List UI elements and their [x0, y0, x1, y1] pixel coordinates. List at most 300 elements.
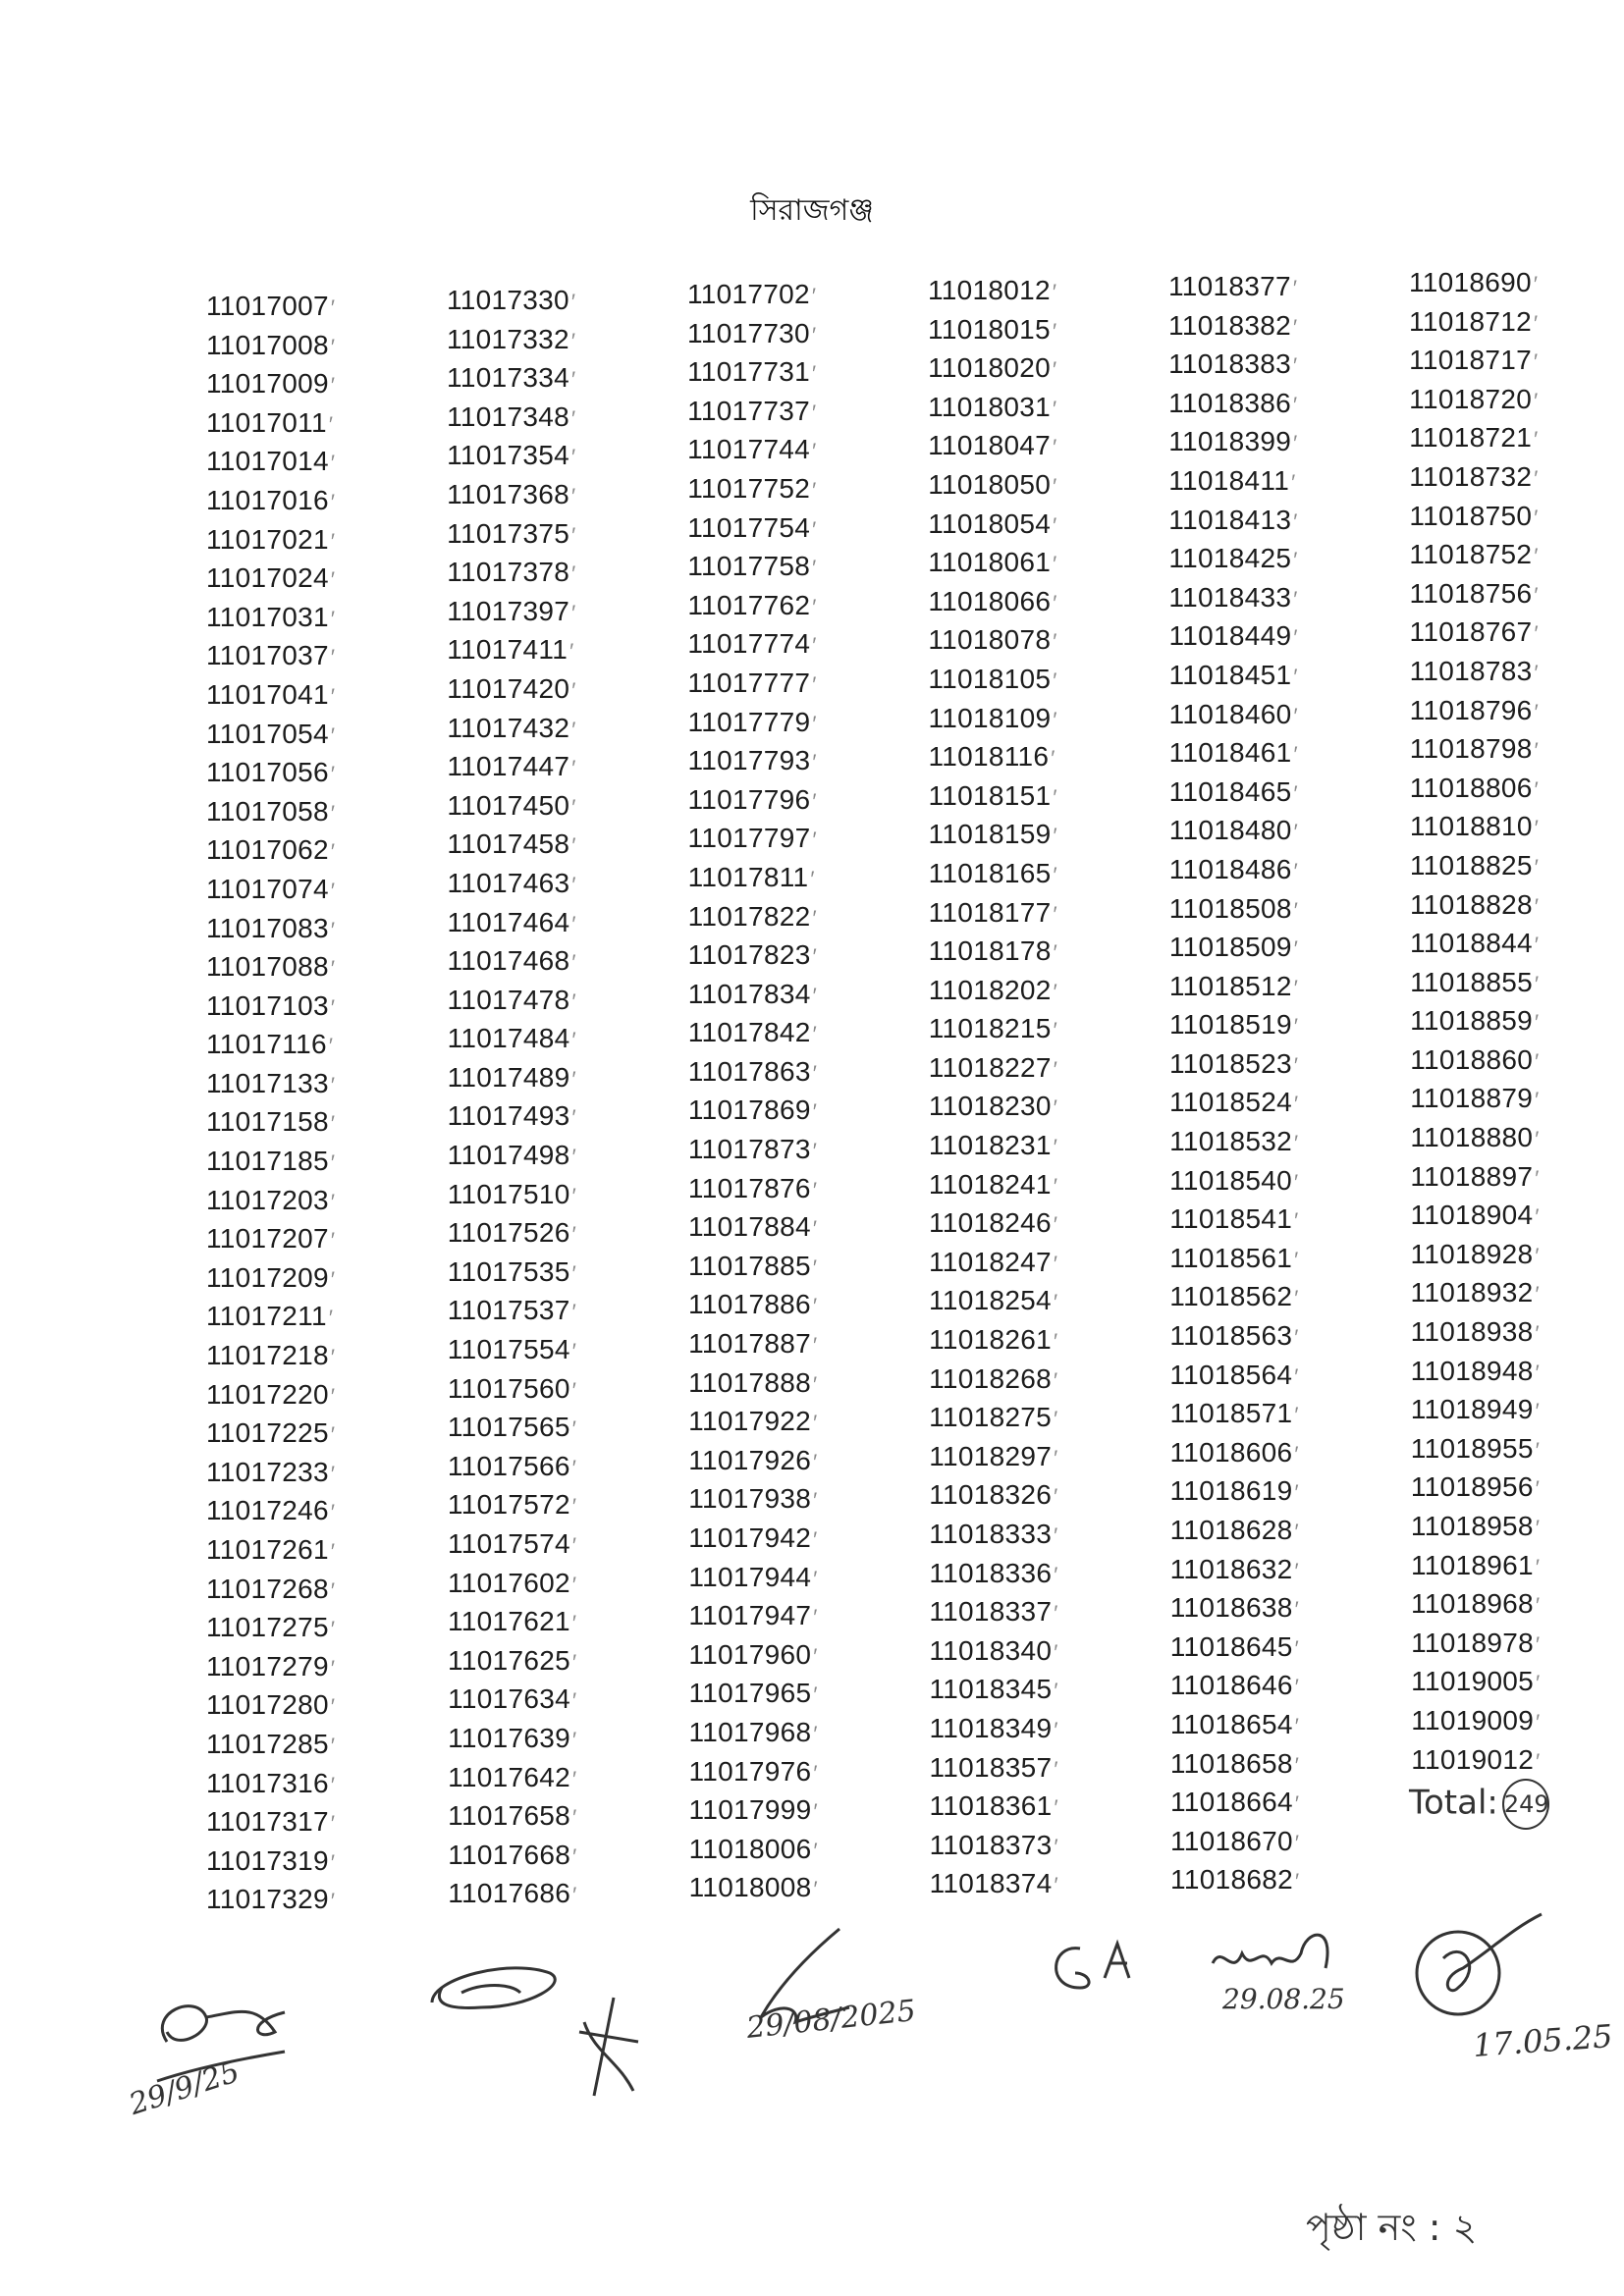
check-mark-icon: ′ [812, 439, 817, 464]
check-mark-icon: ′ [330, 1150, 336, 1176]
roll-number-text: 11018720 [1409, 383, 1533, 414]
roll-number [688, 1713, 903, 1752]
roll-number-text: 11017021 [206, 523, 329, 555]
roll-number [206, 909, 422, 948]
roll-number [1169, 656, 1385, 695]
roll-number-text: 11018261 [929, 1324, 1052, 1356]
roll-number [1168, 267, 1384, 306]
roll-number [448, 1213, 663, 1253]
check-mark-icon: ′ [1053, 552, 1057, 577]
roll-number [448, 1758, 663, 1797]
roll-number [929, 1087, 1144, 1126]
check-mark-icon: ′ [1534, 971, 1540, 996]
roll-number [1168, 306, 1384, 346]
signature-3 [574, 1993, 643, 2101]
roll-number [1170, 1860, 1384, 1899]
roll-number-text: 11017375 [447, 517, 570, 549]
roll-number-text: 11018880 [1410, 1122, 1534, 1153]
roll-number [928, 543, 1144, 582]
roll-number [687, 703, 903, 742]
check-mark-icon: ′ [1533, 310, 1539, 336]
roll-number [1409, 380, 1624, 419]
check-mark-icon: ′ [328, 1306, 334, 1331]
roll-number [1411, 1429, 1624, 1468]
roll-number [1168, 578, 1384, 617]
roll-number-text: 11018247 [929, 1246, 1052, 1277]
roll-number-text: 11018509 [1168, 932, 1292, 963]
roll-number-text: 11018326 [929, 1479, 1053, 1511]
roll-number-text: 11017009 [206, 368, 329, 400]
roll-number [206, 1181, 422, 1220]
roll-number [687, 352, 903, 392]
check-mark-icon: ′ [330, 762, 336, 787]
roll-number [447, 358, 663, 398]
roll-number [929, 932, 1144, 971]
signature-7-date: 17.05.25 [1471, 2017, 1614, 2064]
roll-number [688, 1479, 903, 1519]
check-mark-icon: ′ [1052, 280, 1057, 304]
roll-number [1411, 1546, 1624, 1585]
check-mark-icon: ′ [1293, 586, 1298, 612]
check-mark-icon: ′ [571, 483, 576, 508]
roll-number [1169, 889, 1384, 929]
roll-number [1170, 1550, 1384, 1589]
roll-number [928, 505, 1144, 544]
check-mark-icon: ′ [1054, 1717, 1058, 1742]
roll-number-text: 11018451 [1168, 659, 1292, 690]
check-mark-icon: ′ [1536, 1709, 1541, 1735]
roll-number [206, 1025, 422, 1064]
check-mark-icon: ′ [1053, 667, 1057, 693]
roll-number-text: 11017731 [687, 356, 810, 388]
roll-number [689, 1830, 903, 1869]
roll-number [930, 1748, 1144, 1788]
roll-number [206, 1414, 422, 1453]
roll-number [206, 1258, 422, 1298]
roll-number [206, 1219, 422, 1258]
check-mark-icon: ′ [1535, 1243, 1540, 1268]
roll-number [447, 514, 663, 554]
roll-number-text: 11018178 [928, 935, 1052, 967]
roll-number-text: 11017209 [206, 1261, 329, 1293]
roll-number-text: 11017463 [447, 867, 570, 898]
roll-number-text: 11017658 [448, 1800, 571, 1832]
roll-number-text: 11018461 [1168, 737, 1292, 769]
roll-number [688, 1091, 903, 1130]
check-mark-icon: ′ [1294, 1520, 1299, 1544]
check-mark-icon: ′ [570, 367, 576, 393]
roll-number [1411, 1624, 1624, 1663]
roll-number [929, 893, 1144, 933]
roll-number-text: 11018690 [1409, 267, 1532, 297]
check-mark-icon: ′ [1054, 1407, 1058, 1432]
roll-number [1169, 1239, 1384, 1278]
roll-number-text: 11018904 [1410, 1200, 1534, 1231]
roll-number [688, 819, 903, 858]
roll-number-text: 11017203 [206, 1184, 329, 1215]
roll-number [688, 935, 903, 975]
roll-number [206, 1102, 422, 1142]
roll-number-text: 11018508 [1168, 892, 1292, 924]
roll-number-text: 11018020 [928, 352, 1051, 384]
roll-number [447, 320, 663, 359]
roll-number-text: 11017947 [688, 1600, 812, 1631]
roll-number [206, 1064, 422, 1103]
roll-number-text: 11018825 [1409, 849, 1533, 881]
roll-number [928, 699, 1144, 738]
check-mark-icon: ′ [571, 1300, 577, 1325]
roll-number [1410, 613, 1624, 652]
roll-number-text: 11017526 [447, 1217, 570, 1249]
roll-number-text: 11017960 [688, 1638, 812, 1670]
roll-number [206, 675, 422, 715]
check-mark-icon: ′ [1534, 349, 1539, 375]
roll-number [1169, 928, 1384, 967]
roll-number-text: 11018047 [928, 430, 1052, 461]
roll-number-text: 11018540 [1169, 1164, 1293, 1196]
roll-number-text: 11018109 [928, 702, 1052, 733]
roll-number-text: 11018879 [1410, 1083, 1534, 1114]
roll-number-text: 11017498 [447, 1140, 570, 1171]
roll-number [687, 392, 903, 431]
signature-1 [125, 1973, 324, 2123]
roll-number-text: 11017432 [447, 712, 570, 743]
check-mark-icon: ′ [571, 600, 576, 625]
roll-number-text: 11018664 [1169, 1787, 1293, 1818]
roll-number-text: 11017625 [448, 1644, 570, 1676]
roll-number-text: 11018006 [688, 1833, 812, 1864]
roll-number-text: 11017822 [687, 900, 811, 932]
check-mark-icon: ′ [571, 522, 576, 548]
roll-number-text: 11017158 [206, 1106, 329, 1138]
roll-number-text: 11018670 [1170, 1825, 1293, 1856]
roll-number [1170, 1628, 1384, 1667]
roll-number-text: 11018377 [1168, 271, 1291, 301]
roll-number [206, 1842, 422, 1881]
check-mark-icon: ′ [1294, 1558, 1299, 1583]
roll-number-text: 11017279 [206, 1650, 329, 1682]
roll-number [1411, 1662, 1624, 1701]
check-mark-icon: ′ [1534, 505, 1539, 530]
check-mark-icon: ′ [330, 451, 336, 476]
roll-number-text: 11018031 [928, 391, 1052, 422]
roll-number [206, 1725, 422, 1764]
roll-number [1411, 1390, 1624, 1429]
check-mark-icon: ′ [330, 373, 336, 399]
check-mark-icon: ′ [330, 1889, 336, 1914]
roll-number [1410, 846, 1624, 885]
roll-number [688, 975, 903, 1014]
check-mark-icon: ′ [1294, 1752, 1300, 1778]
roll-number-text: 11017572 [447, 1489, 570, 1521]
check-mark-icon: ′ [1054, 1756, 1058, 1782]
check-mark-icon: ′ [1294, 1208, 1299, 1234]
check-mark-icon: ′ [1535, 1204, 1540, 1230]
check-mark-icon: ′ [1293, 703, 1298, 728]
check-mark-icon: ′ [1053, 707, 1057, 732]
roll-number-text: 11018382 [1168, 309, 1291, 341]
roll-number-text: 11017634 [448, 1683, 570, 1715]
roll-number [929, 1475, 1144, 1515]
roll-number [1168, 501, 1384, 540]
check-mark-icon: ′ [572, 1843, 577, 1869]
roll-number [687, 275, 903, 314]
roll-number [447, 630, 663, 669]
roll-number [448, 1253, 663, 1292]
check-mark-icon: ′ [1053, 1173, 1058, 1199]
check-mark-icon: ′ [1294, 1441, 1299, 1467]
roll-number-text: 11017058 [206, 795, 329, 827]
check-mark-icon: ′ [1294, 1713, 1300, 1738]
roll-number [1170, 1744, 1384, 1784]
check-mark-icon: ′ [1293, 353, 1298, 379]
check-mark-icon: ′ [1293, 1014, 1299, 1040]
roll-number-text: 11018955 [1410, 1432, 1534, 1464]
check-mark-icon: ′ [1293, 780, 1298, 806]
roll-number-text: 11017041 [206, 678, 329, 710]
check-mark-icon: ′ [1053, 979, 1058, 1004]
roll-number [448, 1641, 663, 1681]
roll-number-text: 11018844 [1410, 928, 1533, 959]
roll-number-text: 11017777 [687, 667, 811, 698]
roll-number [206, 1336, 422, 1375]
roll-number-text: 11018254 [929, 1285, 1052, 1316]
roll-number [447, 786, 663, 826]
roll-number [929, 1670, 1144, 1709]
check-mark-icon: ′ [571, 794, 576, 820]
roll-number-text: 11017796 [687, 783, 811, 815]
roll-number [1409, 457, 1624, 497]
roll-number [1410, 1001, 1624, 1041]
roll-number-text: 11017185 [206, 1146, 329, 1177]
roll-number-text: 11018480 [1168, 815, 1292, 846]
roll-number-text: 11018956 [1410, 1471, 1534, 1503]
roll-number [206, 1530, 422, 1570]
roll-number-text: 11017233 [206, 1456, 329, 1487]
roll-number [1168, 345, 1384, 384]
roll-number [448, 1408, 663, 1447]
roll-number-text: 11018712 [1409, 305, 1532, 337]
roll-number-text: 11017642 [448, 1761, 571, 1792]
roll-number [1169, 1005, 1384, 1044]
roll-number-text: 11017758 [687, 551, 811, 582]
check-mark-icon: ′ [1294, 1480, 1299, 1506]
roll-number [928, 348, 1144, 388]
check-mark-icon: ′ [1293, 548, 1298, 573]
roll-number [447, 864, 663, 903]
check-mark-icon: ′ [1053, 590, 1057, 615]
check-mark-icon: ′ [1293, 936, 1299, 962]
check-mark-icon: ′ [571, 1339, 577, 1364]
roll-number-text: 11018215 [928, 1013, 1052, 1044]
check-mark-icon: ′ [813, 1799, 818, 1825]
check-mark-icon: ′ [1536, 1748, 1541, 1774]
roll-number-text: 11018732 [1409, 460, 1533, 492]
check-mark-icon: ′ [1535, 1476, 1541, 1502]
roll-number [1411, 1352, 1624, 1391]
roll-number [689, 1752, 903, 1791]
roll-number-text: 11018767 [1409, 616, 1533, 648]
check-mark-icon: ′ [571, 445, 576, 470]
roll-number-text: 11017811 [687, 861, 809, 892]
roll-number-text: 11018750 [1409, 500, 1533, 531]
roll-number-text: 11018399 [1168, 426, 1292, 457]
check-mark-icon: ′ [1053, 1095, 1058, 1121]
roll-number [448, 1291, 663, 1330]
roll-number-columns [0, 267, 1624, 1926]
roll-number-text: 11018413 [1168, 504, 1292, 535]
roll-number [448, 1447, 663, 1486]
check-mark-icon: ′ [571, 1494, 577, 1520]
roll-number-text: 11017510 [447, 1178, 570, 1209]
check-mark-icon: ′ [813, 1760, 818, 1786]
roll-number [1411, 1235, 1624, 1274]
check-mark-icon: ′ [812, 1216, 818, 1242]
roll-number-text: 11017793 [687, 745, 811, 776]
check-mark-icon: ′ [1535, 1554, 1541, 1579]
check-mark-icon: ′ [813, 1682, 818, 1708]
roll-number-text: 11018449 [1168, 620, 1292, 652]
check-mark-icon: ′ [330, 1461, 336, 1486]
roll-number [1169, 733, 1384, 773]
check-mark-icon: ′ [572, 1727, 577, 1752]
check-mark-icon: ′ [571, 1416, 577, 1442]
roll-number [206, 442, 422, 481]
roll-number-text: 11017999 [688, 1794, 812, 1826]
check-mark-icon: ′ [1294, 1169, 1299, 1195]
roll-number [928, 271, 1144, 310]
check-mark-icon: ′ [812, 633, 817, 659]
roll-number-text: 11018541 [1169, 1203, 1293, 1235]
roll-number [930, 1864, 1144, 1903]
roll-number [448, 1019, 663, 1058]
roll-number [1411, 1312, 1624, 1352]
check-mark-icon: ′ [330, 956, 336, 982]
check-mark-icon: ′ [571, 1649, 577, 1675]
roll-number-text: 11017368 [447, 478, 570, 509]
check-mark-icon: ′ [811, 322, 817, 347]
roll-number [687, 741, 903, 780]
roll-number-text: 11017834 [687, 978, 811, 1009]
check-mark-icon: ′ [571, 756, 576, 781]
roll-number [206, 364, 422, 403]
check-mark-icon: ′ [571, 872, 576, 897]
check-mark-icon: ′ [813, 1371, 818, 1397]
check-mark-icon: ′ [1535, 1321, 1540, 1347]
roll-number-text: 11018078 [928, 624, 1052, 656]
roll-number [1170, 1433, 1385, 1472]
roll-number [1170, 1511, 1384, 1550]
check-mark-icon: ′ [1291, 469, 1296, 495]
signature-2 [422, 1949, 569, 2037]
check-mark-icon: ′ [1294, 1286, 1299, 1311]
roll-number [929, 1243, 1144, 1282]
roll-number-text: 11018961 [1410, 1549, 1534, 1580]
roll-number [929, 1398, 1144, 1437]
check-mark-icon: ′ [1052, 357, 1057, 383]
roll-number-text: 11017744 [687, 434, 811, 465]
roll-number [929, 1203, 1144, 1243]
roll-number-text: 11017211 [206, 1301, 327, 1332]
roll-number-text: 11018756 [1409, 577, 1533, 609]
roll-number-text: 11018340 [929, 1634, 1053, 1666]
roll-number [1169, 773, 1384, 812]
check-mark-icon: ′ [330, 1072, 336, 1097]
check-mark-icon: ′ [1294, 1131, 1299, 1156]
check-mark-icon: ′ [1534, 544, 1539, 569]
roll-number [448, 1485, 663, 1524]
check-mark-icon: ′ [571, 1066, 576, 1092]
check-mark-icon: ′ [1293, 508, 1298, 534]
roll-number-text: 11018828 [1409, 888, 1533, 920]
roll-number [687, 586, 903, 625]
check-mark-icon: ′ [813, 1605, 818, 1630]
roll-number-text: 11017668 [448, 1839, 571, 1870]
roll-number-text: 11018486 [1168, 853, 1292, 884]
roll-number-text: 11017938 [688, 1483, 812, 1515]
check-mark-icon: ′ [330, 489, 336, 514]
roll-number [206, 870, 422, 909]
roll-number [448, 1175, 663, 1214]
total-line [1409, 1779, 1624, 1824]
check-mark-icon: ′ [1053, 629, 1057, 655]
check-mark-icon: ′ [1053, 1251, 1058, 1276]
check-mark-icon: ′ [813, 1877, 818, 1902]
check-mark-icon: ′ [1294, 1363, 1299, 1389]
roll-number-text: 11017056 [206, 757, 329, 788]
check-mark-icon: ′ [812, 516, 817, 542]
check-mark-icon: ′ [328, 1034, 334, 1059]
check-mark-icon: ′ [1534, 816, 1540, 841]
check-mark-icon: ′ [1293, 742, 1298, 768]
check-mark-icon: ′ [1053, 1212, 1058, 1238]
roll-number [687, 469, 903, 508]
roll-number [1410, 1118, 1624, 1157]
check-mark-icon: ′ [1534, 621, 1539, 647]
roll-number-text: 11017886 [688, 1289, 811, 1320]
roll-number [206, 715, 422, 754]
check-mark-icon: ′ [812, 477, 817, 503]
roll-number-text: 11017116 [206, 1029, 327, 1060]
roll-number [448, 1564, 663, 1603]
roll-number-text: 11018638 [1169, 1592, 1293, 1624]
roll-number-text: 11018859 [1410, 1005, 1534, 1037]
roll-number [1409, 535, 1624, 574]
roll-number [929, 815, 1144, 854]
roll-number [928, 620, 1144, 660]
roll-number-text: 11017869 [687, 1095, 811, 1126]
check-mark-icon: ′ [1054, 1834, 1058, 1859]
roll-number-text: 11018054 [928, 507, 1052, 539]
roll-number [1410, 1196, 1624, 1235]
roll-number [206, 1142, 422, 1181]
roll-number-text: 11018524 [1169, 1087, 1292, 1118]
check-mark-icon: ′ [1534, 660, 1539, 685]
check-mark-icon: ′ [330, 606, 336, 631]
roll-number [689, 1790, 903, 1830]
roll-number [688, 1013, 903, 1052]
check-mark-icon: ′ [813, 1488, 818, 1514]
check-mark-icon: ′ [330, 645, 336, 670]
check-mark-icon: ′ [330, 1383, 336, 1409]
roll-number-text: 11018230 [928, 1091, 1052, 1122]
check-mark-icon: ′ [571, 1572, 577, 1597]
check-mark-icon: ′ [1053, 1135, 1058, 1160]
check-mark-icon: ′ [1053, 784, 1057, 810]
roll-number-text: 11018297 [929, 1440, 1053, 1471]
roll-number [206, 598, 422, 637]
roll-number-text: 11017319 [206, 1844, 329, 1876]
